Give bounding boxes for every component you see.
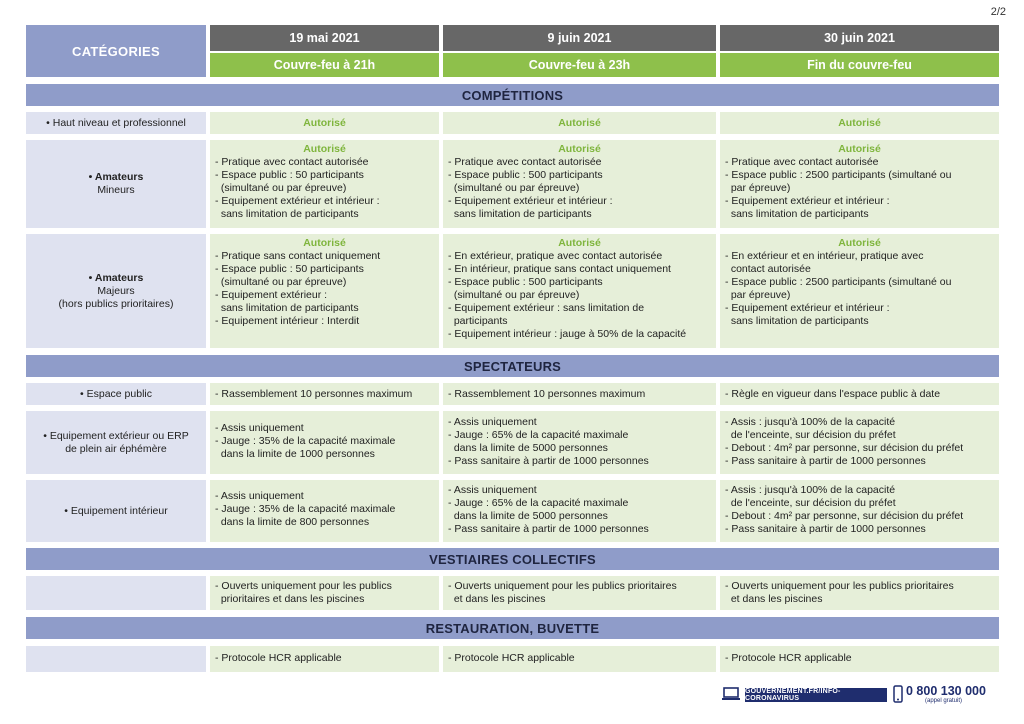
categories-header: CATÉGORIES bbox=[26, 25, 206, 77]
cell-line: - Equipement extérieur : bbox=[215, 289, 328, 301]
cell-restauration-2: - Protocole HCR applicable bbox=[443, 646, 716, 672]
cell-lines bbox=[725, 416, 994, 468]
cell-exterieur-1 bbox=[210, 411, 439, 474]
cell-line: dans la limite de 5000 personnes bbox=[448, 510, 608, 522]
cell-line: contact autorisée bbox=[725, 263, 811, 275]
cell-line: - Assis uniquement bbox=[215, 422, 304, 434]
cell-espace-public-3: - Règle en vigueur dans l'espace public à date bbox=[720, 383, 999, 405]
category-equipement-exterieur bbox=[26, 411, 206, 474]
cell-exterieur-2 bbox=[443, 411, 716, 474]
authorized-label: Autorisé bbox=[558, 237, 601, 249]
cell-vestiaires-3 bbox=[720, 576, 999, 610]
category-label: • Espace public bbox=[80, 387, 152, 400]
cell-line: - Jauge : 35% de la capacité maximale bbox=[215, 435, 396, 447]
category-haut-niveau bbox=[26, 112, 206, 134]
cell-line: - Jauge : 65% de la capacité maximale bbox=[448, 429, 629, 441]
cell-line: (simultané ou par épreuve) bbox=[448, 182, 580, 194]
cell-line: sans limitation de participants bbox=[725, 315, 869, 327]
cell-haut-niveau-3 bbox=[720, 112, 999, 134]
cell-interieur-1 bbox=[210, 480, 439, 542]
cell-line: - Ouverts uniquement pour les publics prioritaires bbox=[448, 580, 677, 592]
category-subtitle-2: (hors publics prioritaires) bbox=[58, 297, 174, 310]
cell-line: - Assis uniquement bbox=[448, 484, 537, 496]
cell-lines bbox=[448, 250, 711, 341]
cell-line: - Espace public : 500 participants bbox=[448, 276, 603, 288]
cell-vestiaires-1 bbox=[210, 576, 439, 610]
cell-line: - Ouverts uniquement pour les publics prioritaires bbox=[725, 580, 954, 592]
cell-lines bbox=[448, 416, 711, 468]
cell-line: - Pass sanitaire à partir de 1000 personnes bbox=[725, 523, 926, 535]
cell-line: - Espace public : 2500 participants (simultané ou bbox=[725, 276, 952, 288]
category-vestiaires-empty bbox=[26, 576, 206, 610]
cell-line: - Espace public : 50 participants bbox=[215, 169, 364, 181]
cell-line: (simultané ou par épreuve) bbox=[215, 276, 347, 288]
date-header-3: 30 juin 2021 bbox=[720, 25, 999, 51]
cell-line: par épreuve) bbox=[725, 289, 791, 301]
authorized-label: Autorisé bbox=[838, 237, 881, 249]
cell-line: de l'enceinte, sur décision du préfet bbox=[725, 497, 896, 509]
cell-mineurs-3 bbox=[720, 140, 999, 228]
section-vestiaires: VESTIAIRES COLLECTIFS bbox=[26, 548, 999, 570]
section-competitions: COMPÉTITIONS bbox=[26, 84, 999, 106]
cell-line: - Pratique avec contact autorisée bbox=[448, 156, 602, 168]
cell-line: - En intérieur, pratique sans contact uniquement bbox=[448, 263, 671, 275]
date-header-1: 19 mai 2021 bbox=[210, 25, 439, 51]
step-header-1: Couvre-feu à 21h bbox=[210, 53, 439, 77]
authorized-label: Autorisé bbox=[303, 237, 346, 249]
cell-majeurs-3 bbox=[720, 234, 999, 348]
cell-lines bbox=[725, 580, 994, 606]
cell-line: dans la limite de 1000 personnes bbox=[215, 448, 375, 460]
cell-lines bbox=[448, 156, 711, 221]
category-label: • Equipement intérieur bbox=[64, 504, 168, 517]
cell-lines bbox=[215, 580, 434, 606]
cell-lines bbox=[725, 484, 994, 536]
cell-line: - Pass sanitaire à partir de 1000 personnes bbox=[725, 455, 926, 467]
cell-line: sans limitation de participants bbox=[725, 208, 869, 220]
cell-mineurs-2 bbox=[443, 140, 716, 228]
category-subtitle: Mineurs bbox=[97, 184, 135, 196]
cell-line: - Jauge : 65% de la capacité maximale bbox=[448, 497, 629, 509]
authorized-label: Autorisé bbox=[558, 117, 601, 129]
cell-line: - Pass sanitaire à partir de 1000 personnes bbox=[448, 523, 649, 535]
category-label-line1: • Equipement extérieur ou ERP bbox=[43, 429, 189, 442]
cell-lines bbox=[215, 490, 434, 529]
authorized-label: Autorisé bbox=[838, 143, 881, 155]
category-title: • Amateurs bbox=[88, 271, 144, 284]
cell-line: - Assis : jusqu'à 100% de la capacité bbox=[725, 484, 896, 496]
authorized-label: Autorisé bbox=[303, 143, 346, 155]
authorized-label: Autorisé bbox=[838, 117, 881, 129]
cell-line: (simultané ou par épreuve) bbox=[215, 182, 347, 194]
cell-line: - Jauge : 35% de la capacité maximale bbox=[215, 503, 396, 515]
cell-line: - Assis uniquement bbox=[215, 490, 304, 502]
cell-lines bbox=[448, 580, 711, 606]
category-amateurs-mineurs bbox=[26, 140, 206, 228]
cell-line: de l'enceinte, sur décision du préfet bbox=[725, 429, 896, 441]
page-number: 2/2 bbox=[990, 6, 1006, 18]
category-subtitle: Majeurs bbox=[97, 284, 135, 297]
cell-lines bbox=[215, 156, 434, 221]
computer-icon bbox=[722, 687, 740, 701]
cell-line: - Pratique avec contact autorisée bbox=[215, 156, 369, 168]
cell-line: par épreuve) bbox=[725, 182, 791, 194]
cell-line: - Equipement extérieur et intérieur : bbox=[725, 302, 890, 314]
cell-line: - Assis : jusqu'à 100% de la capacité bbox=[725, 416, 896, 428]
cell-line: sans limitation de participants bbox=[215, 208, 359, 220]
category-espace-public bbox=[26, 383, 206, 405]
cell-line: sans limitation de participants bbox=[215, 302, 359, 314]
cell-line: - Ouverts uniquement pour les publics bbox=[215, 580, 392, 592]
cell-exterieur-3 bbox=[720, 411, 999, 474]
cell-line: participants bbox=[448, 315, 508, 327]
section-restauration: RESTAURATION, BUVETTE bbox=[26, 617, 999, 639]
cell-line: - Pass sanitaire à partir de 1000 personnes bbox=[448, 455, 649, 467]
cell-majeurs-1 bbox=[210, 234, 439, 348]
authorized-label: Autorisé bbox=[303, 117, 346, 129]
cell-majeurs-2 bbox=[443, 234, 716, 348]
category-amateurs-majeurs bbox=[26, 234, 206, 348]
cell-line: - Assis uniquement bbox=[448, 416, 537, 428]
cell-restauration-1: - Protocole HCR applicable bbox=[210, 646, 439, 672]
step-header-3: Fin du couvre-feu bbox=[720, 53, 999, 77]
cell-mineurs-1 bbox=[210, 140, 439, 228]
footer-url-link[interactable]: GOUVERNEMENT.FR/INFO-CORONAVIRUS bbox=[745, 688, 887, 702]
cell-line: dans la limite de 5000 personnes bbox=[448, 442, 608, 454]
authorized-label: Autorisé bbox=[558, 143, 601, 155]
cell-line: (simultané ou par épreuve) bbox=[448, 289, 580, 301]
cell-lines bbox=[725, 250, 994, 328]
cell-line: - Espace public : 50 participants bbox=[215, 263, 364, 275]
category-equipement-interieur bbox=[26, 480, 206, 542]
cell-line: - Debout : 4m² par personne, sur décision du préfet bbox=[725, 442, 964, 454]
cell-interieur-3 bbox=[720, 480, 999, 542]
cell-espace-public-2: - Rassemblement 10 personnes maximum bbox=[443, 383, 716, 405]
cell-lines bbox=[215, 250, 434, 328]
cell-line: - Pratique avec contact autorisée bbox=[725, 156, 879, 168]
cell-line: et dans les piscines bbox=[448, 593, 546, 605]
cell-interieur-2 bbox=[443, 480, 716, 542]
cell-line: sans limitation de participants bbox=[448, 208, 592, 220]
category-restauration-empty bbox=[26, 646, 206, 672]
cell-line: - Equipement extérieur et intérieur : bbox=[448, 195, 613, 207]
cell-line: prioritaires et dans les piscines bbox=[215, 593, 365, 605]
footer-phone: 0 800 130 000 bbox=[906, 684, 986, 698]
step-header-2: Couvre-feu à 23h bbox=[443, 53, 716, 77]
section-spectateurs: SPECTATEURS bbox=[26, 355, 999, 377]
footer-phone-note: (appel gratuit) bbox=[925, 698, 963, 704]
cell-line: dans la limite de 800 personnes bbox=[215, 516, 370, 528]
cell-line: - En extérieur, pratique avec contact autorisée bbox=[448, 250, 663, 262]
phone-icon bbox=[893, 685, 903, 703]
cell-lines bbox=[448, 484, 711, 536]
cell-restauration-3: - Protocole HCR applicable bbox=[720, 646, 999, 672]
cell-line: - Equipement extérieur et intérieur : bbox=[215, 195, 380, 207]
date-header-2: 9 juin 2021 bbox=[443, 25, 716, 51]
cell-haut-niveau-1 bbox=[210, 112, 439, 134]
category-label: • Haut niveau et professionnel bbox=[46, 116, 186, 129]
cell-line: - Equipement intérieur : Interdit bbox=[215, 315, 360, 327]
category-title: • Amateurs bbox=[88, 171, 144, 183]
cell-haut-niveau-2 bbox=[443, 112, 716, 134]
cell-line: - Espace public : 2500 participants (simultané ou bbox=[725, 169, 952, 181]
cell-line: - Equipement extérieur et intérieur : bbox=[725, 195, 890, 207]
cell-line: et dans les piscines bbox=[725, 593, 823, 605]
category-label-line2: de plein air éphémère bbox=[65, 442, 167, 455]
cell-espace-public-1: - Rassemblement 10 personnes maximum bbox=[210, 383, 439, 405]
cell-line: - En extérieur et en intérieur, pratique avec bbox=[725, 250, 924, 262]
cell-line: - Equipement extérieur : sans limitation de bbox=[448, 302, 645, 314]
cell-line: - Equipement intérieur : jauge à 50% de la capacité bbox=[448, 328, 687, 340]
cell-line: - Espace public : 500 participants bbox=[448, 169, 603, 181]
cell-lines bbox=[725, 156, 994, 221]
cell-line: - Debout : 4m² par personne, sur décision du préfet bbox=[725, 510, 964, 522]
cell-lines bbox=[215, 422, 434, 461]
cell-line: - Pratique sans contact uniquement bbox=[215, 250, 381, 262]
cell-vestiaires-2 bbox=[443, 576, 716, 610]
